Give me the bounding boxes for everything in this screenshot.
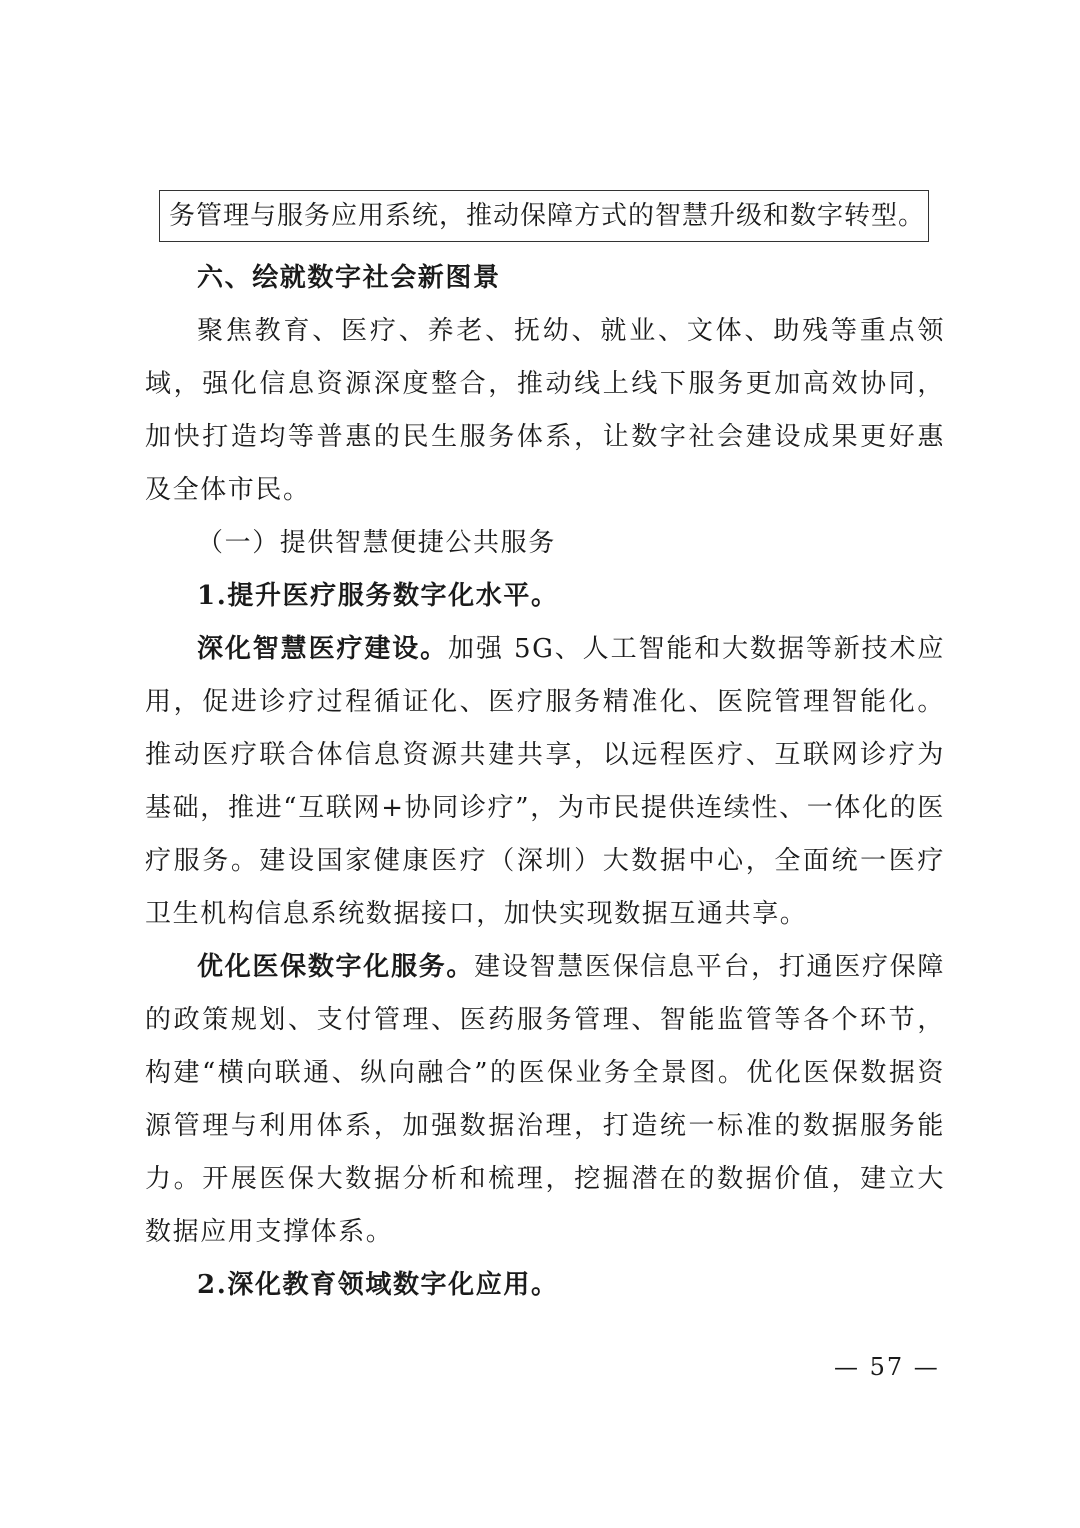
paragraph-lead: 优化医保数字化服务。 — [197, 952, 475, 982]
subsection-title: （一）提供智慧便捷公共服务 — [197, 528, 556, 558]
boxed-continuation-text: 务管理与服务应用系统，推动保障方式的智慧升级和数字转型。 — [159, 190, 929, 242]
paragraph-body: 建设智慧医保信息平台，打通医疗保障的政策规划、支付管理、医药服务管理、智能监管等各个环节，构建“横向联通、纵向融合”的医保业务全景图。优化医保数据资源管理与利用体系，加强数据治理，打造统一标准的数据服务能力。开展医保大数据分析和梳理，挖掘潜在的数据价值，建立大数据应用支撑体系。 — [145, 952, 945, 1247]
paragraph-body: 加强 5G、人工智能和大数据等新技术应用，促进诊疗过程循证化、医疗服务精准化、医院管理智能化。推动医疗联合体信息资源共建共享，以远程医疗、互联网诊疗为基础，推进“互联网+协同诊疗”，为市民提供连续性、一体化的医疗服务。建设国家健康医疗（深圳）大数据中心，全面统一医疗卫生机构信息系统数据接口，加快实现数据互通共享。 — [145, 634, 945, 929]
document-body — [145, 252, 945, 1312]
paragraph-lead: 深化智慧医疗建设。 — [197, 634, 449, 664]
paragraph-medical-insurance — [145, 941, 945, 1259]
paragraph-smart-healthcare — [145, 623, 945, 941]
section-intro-paragraph: 聚焦教育、医疗、养老、抚幼、就业、文体、助残等重点领域，强化信息资源深度整合，推动线上线下服务更加高效协同，加快打造均等普惠的民生服务体系，让数字社会建设成果更好惠及全体市民。 — [145, 316, 945, 505]
item1-title: 1.提升医疗服务数字化水平。 — [197, 581, 559, 611]
section-title: 六、绘就数字社会新图景 — [197, 263, 501, 293]
page-number: — 57 — — [834, 1353, 940, 1381]
item2-title: 2.深化教育领域数字化应用。 — [197, 1270, 559, 1300]
